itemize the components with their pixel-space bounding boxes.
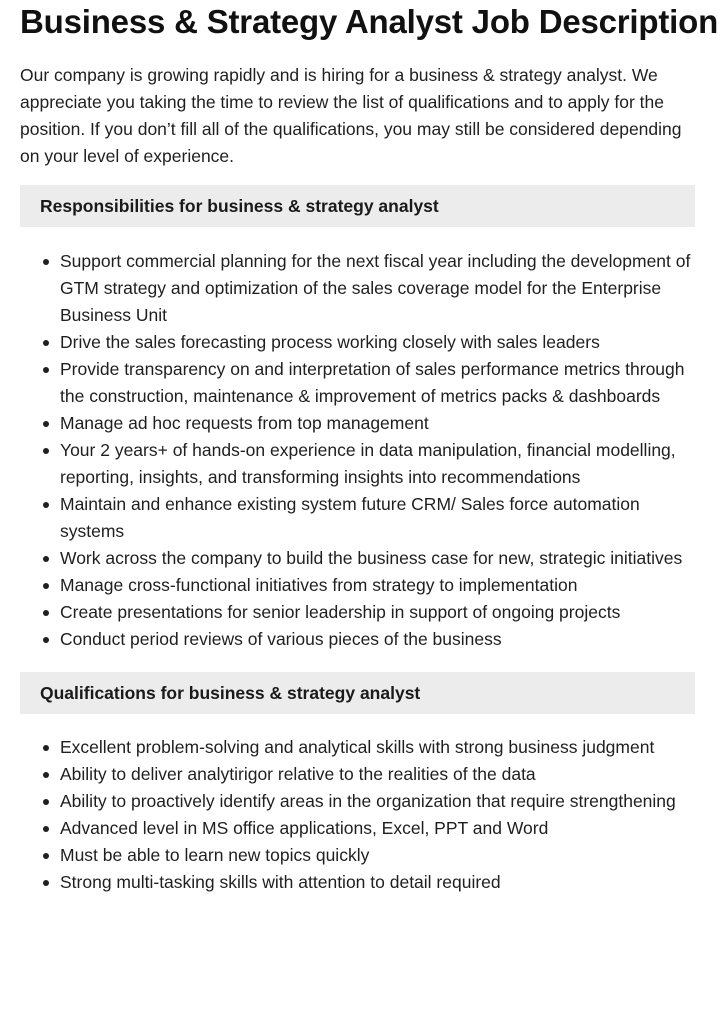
responsibilities-list [20, 248, 695, 653]
list-item: Conduct period reviews of various pieces of the business [60, 626, 695, 653]
list-item: Create presentations for senior leadership in support of ongoing projects [60, 599, 695, 626]
list-item: Support commercial planning for the next fiscal year including the development of GTM strategy and optimization of the sales coverage model for the Enterprise Business Unit [60, 248, 695, 329]
responsibilities-heading: Responsibilities for business & strategy analyst [20, 185, 695, 227]
qualifications-heading: Qualifications for business & strategy analyst [20, 672, 695, 714]
list-item: Manage ad hoc requests from top management [60, 410, 695, 437]
list-item: Drive the sales forecasting process working closely with sales leaders [60, 329, 695, 356]
list-item: Advanced level in MS office applications, Excel, PPT and Word [60, 815, 695, 842]
list-item: Your 2 years+ of hands-on experience in data manipulation, financial modelling, reporting, insights, and transforming insights into recommendations [60, 437, 695, 491]
list-item: Ability to proactively identify areas in the organization that require strengthening [60, 788, 695, 815]
list-item: Provide transparency on and interpretation of sales performance metrics through the construction, maintenance & improvement of metrics packs & dashboards [60, 356, 695, 410]
list-item: Ability to deliver analytirigor relative to the realities of the data [60, 761, 695, 788]
list-item: Maintain and enhance existing system future CRM/ Sales force automation systems [60, 491, 695, 545]
list-item: Excellent problem-solving and analytical skills with strong business judgment [60, 734, 695, 761]
list-item: Work across the company to build the business case for new, strategic initiatives [60, 545, 695, 572]
list-item: Manage cross-functional initiatives from strategy to implementation [60, 572, 695, 599]
qualifications-list [20, 734, 695, 896]
list-item: Strong multi-tasking skills with attention to detail required [60, 869, 695, 896]
page-title: Business & Strategy Analyst Job Description [20, 3, 719, 40]
list-item: Must be able to learn new topics quickly [60, 842, 695, 869]
intro-paragraph: Our company is growing rapidly and is hiring for a business & strategy analyst. We appreciate you taking the time to review the list of qualifications and to apply for the position. If you don’t fill all of the qualifications, you may still be considered depending on your level of experience. [20, 65, 682, 166]
